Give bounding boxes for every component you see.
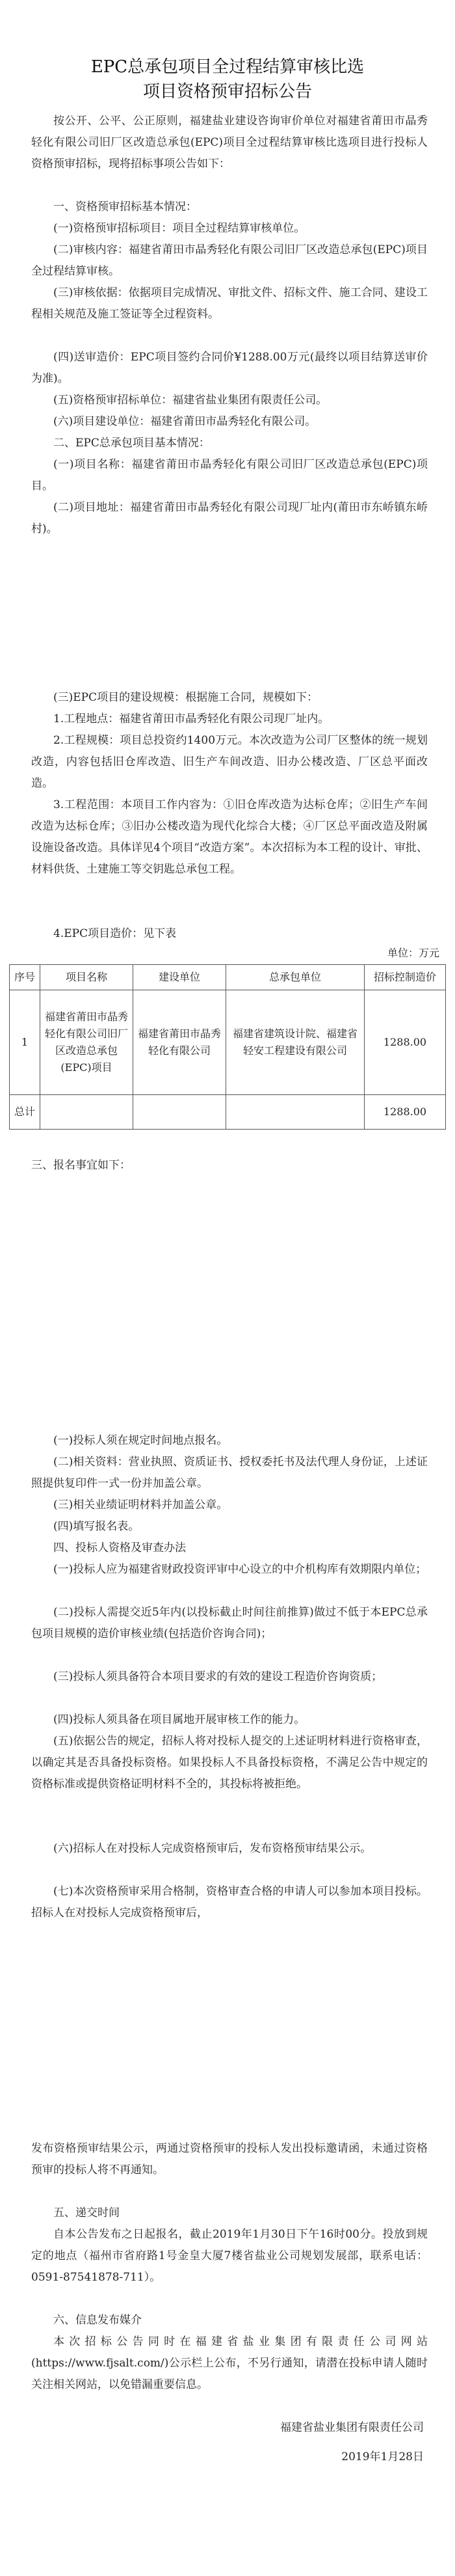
project-scale: 2.工程规模：项目总投资约1400万元。本次改造为公司厂区整体的统一规划改造，内容包括旧仓库改造、旧生产车间改造、旧办公楼改造、厂区总平面改造。: [31, 734, 428, 790]
signature-org: 福建省盐业集团有限责任公司: [280, 2421, 424, 2434]
section4-item: (五)依据公告的规定，招标人将对投标人提交的上述证明材料进行资格审查，以确定其是否具备投标资格。如果投标人不具备投标资格，不满足公告中规定的资格标准或提供资格证明材料不全的，其投标将被拒绝。: [31, 1735, 428, 1791]
intro-paragraph: 按公开、公平、公正原则，福建盐业建设咨询审价单位对福建省莆田市晶秀轻化有限公司旧厂区改造总承包(EPC)项目全过程结算审核比选项目进行投标人资格预审招标，现将招标事项公告如下：: [31, 115, 428, 170]
section6-text: 本次招标公告同时在福建省盐业集团有限责任公司网站(https://www.fjsalt.com/)公示栏上公布，不另行通知，请潜在投标申请人随时关注相关网站，以免错漏重要信息。: [31, 2335, 428, 2391]
table-cell: [226, 1095, 365, 1130]
project-location: 1.工程地点：福建省莆田市晶秀轻化有限公司现厂址内。: [53, 712, 330, 725]
section3-item: (三)相关业绩证明材料并加盖公章。: [53, 1498, 228, 1512]
table-cell: 福建省莆田市晶秀轻化有限公司旧厂区改造总承包(EPC)项目: [40, 990, 133, 1095]
title-line-1: EPC总承包项目全过程结算审核比选: [90, 57, 365, 77]
table-cell: 福建省莆田市晶秀轻化有限公司: [133, 990, 226, 1095]
project-cost-note: 4.EPC项目造价：见下表: [53, 927, 177, 940]
title-line-2: 项目资格预审招标公告: [142, 82, 312, 102]
table-cell: 福建省建筑设计院、福建省轻安工程建设有限公司: [226, 990, 365, 1095]
table-cell: [40, 1095, 133, 1130]
table-cell: 1: [10, 990, 40, 1095]
table-cell: [133, 1095, 226, 1130]
section4-item: (一)投标人应为福建省财政投资评审中心设立的中介机构库有效期限内单位；: [53, 1563, 427, 1576]
section2-scale: (三)EPC项目的建设规模：根据施工合同，规模如下：: [53, 691, 318, 704]
section1-item: (五)资格预审招标单位：福建省盐业集团有限责任公司。: [53, 394, 328, 407]
table-header: 总承包单位: [226, 965, 365, 990]
total-label: 总计: [10, 1095, 40, 1130]
project-scope: 3.工程范围：本项目工作内容为：①旧仓库改造为达标仓库；②旧生产车间改造为达标仓库；③旧办公楼改造为现代化综合大楼；④厂区总平面改造及附属设施设备改造。具体详见4个项目“改造方案”。本次招标为本工程的设计、审批、材料供货、土建施工等交钥匙总承包工程。: [31, 798, 428, 876]
section3-item: (二)相关资料：营业执照、资质证书、授权委托书及法代理人身份证，上述证照提供复印件一式一份并加盖公章。: [31, 1456, 428, 1490]
section5-text: 自本公告发布之日起报名，截止2019年1月30日下午16时00分。投放到规定的地点（福州市省府路1号金皇大厦7楼省盐业公司规划发展部，联系电话：0591-87541878-711）。: [31, 2228, 428, 2284]
signature-date: 2019年1月28日: [341, 2450, 424, 2463]
section1-item: (二)审核内容：福建省莆田市晶秀轻化有限公司旧厂区改造总承包(EPC)项目全过程结算审核。: [31, 243, 428, 278]
section4-continuation: 发布资格预审结果公示，两通过资格预审的投标人发出投标邀请函，未通过资格预审的投标人将不再通知。: [31, 2142, 428, 2176]
section1-item: (四)送审造价：EPC项目签约合同价¥1288.00万元(最终以项目结算送审价为准)。: [31, 351, 428, 385]
table-total-row: [10, 1095, 446, 1130]
section2-item: (二)项目地址：福建省莆田市晶秀轻化有限公司现厂址内(莆田市东峤镇东峤村)。: [31, 501, 428, 536]
total-value: 1288.00: [365, 1095, 446, 1130]
section4-item: (四)投标人须具备在项目属地开展审核工作的能力。: [53, 1713, 306, 1726]
section3-heading: 三、报名事宜如下：: [31, 1159, 131, 1172]
table-header: 项目名称: [40, 965, 133, 990]
table-cell: 1288.00: [365, 990, 446, 1095]
section1-heading: 一、资格预审招标基本情况：: [53, 200, 197, 213]
section6-heading: 六、信息发布媒介: [53, 2314, 142, 2327]
table-header-row: [10, 965, 446, 990]
section4-item: (六)招标人在对投标人完成资格预审后，发布资格预审结果公示。: [53, 1842, 372, 1855]
section4-item: (三)投标人须具备符合本项目要求的有效的建设工程造价咨询资质；: [53, 1670, 383, 1683]
section2-item: (一)项目名称：福建省莆田市晶秀轻化有限公司旧厂区改造总承包(EPC)项目。: [31, 458, 428, 493]
table-row: [10, 990, 446, 1095]
section1-item: (六)项目建设单位：福建省莆田市晶秀轻化有限公司。: [53, 415, 317, 428]
section1-item: (三)审核依据：依据项目完成情况、审批文件、招标文件、施工合同、建设工程相关规范及施工签证等全过程资料。: [31, 286, 428, 321]
section5-heading: 五、递交时间: [53, 2206, 120, 2219]
section3-item: (一)投标人须在规定时间地点报名。: [53, 1434, 228, 1447]
section3-item: (四)填写报名表。: [53, 1520, 140, 1533]
section2-heading: 二、EPC总承包项目基本情况：: [53, 437, 210, 450]
cost-table: [9, 964, 446, 1130]
section4-item: (二)投标人需提交近5年内(以投标截止时间往前推算)做过不低于本EPC总承包项目规模的造价审核业绩(包括造价咨询合同)；: [31, 1606, 428, 1640]
table-header: 建设单位: [133, 965, 226, 990]
section4-heading: 四、投标人资格及审查办法: [53, 1541, 186, 1554]
table-header: 序号: [10, 965, 40, 990]
table-header: 招标控制造价: [365, 965, 446, 990]
table-unit: 单位：万元: [387, 947, 439, 959]
section4-item: (七)本次资格预审采用合格制，资格审查合格的申请人可以参加本项目投标。招标人在对投标人完成资格预审后，: [31, 1885, 428, 1919]
section1-item: (一)资格预审招标项目：项目全过程结算审核单位。: [53, 222, 306, 235]
